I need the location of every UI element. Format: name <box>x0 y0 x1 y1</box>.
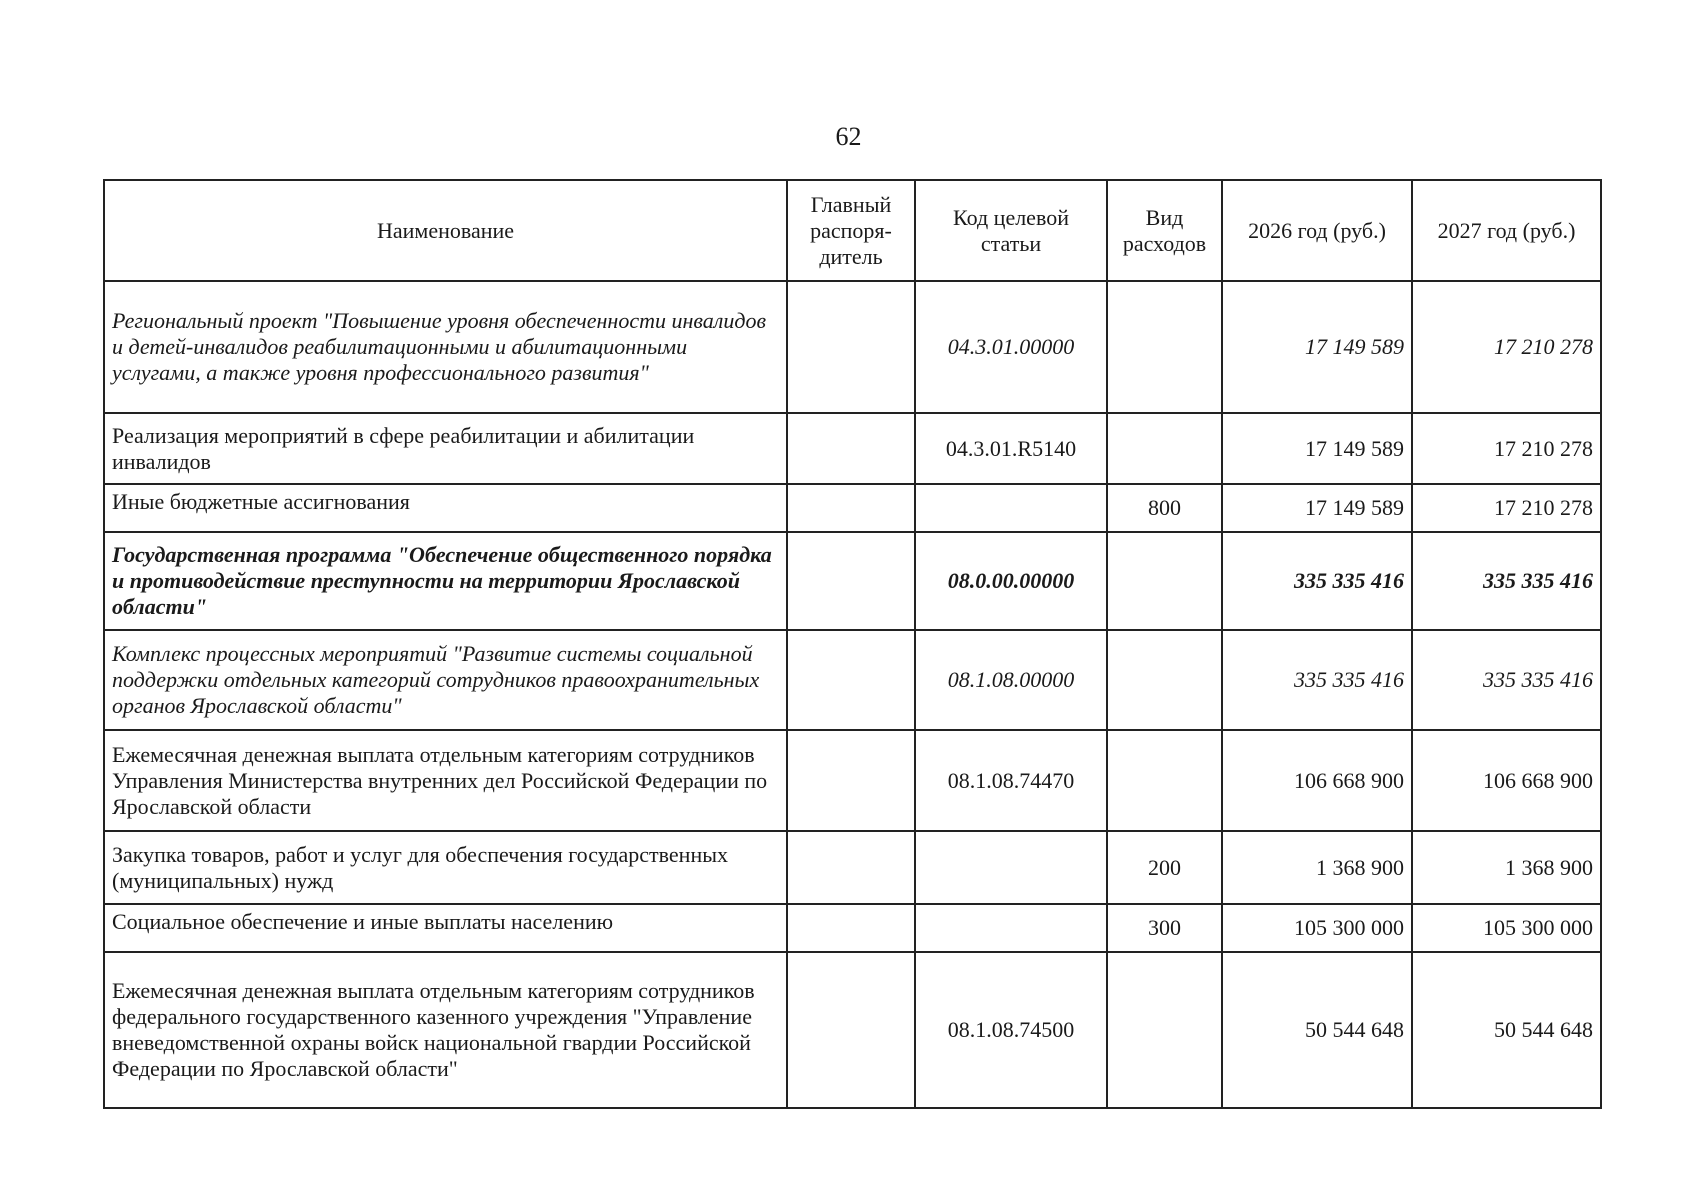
cell-year-2027: 17 210 278 <box>1412 281 1601 413</box>
table-row <box>104 904 1601 952</box>
cell-code <box>915 484 1107 532</box>
header-name: Наименование <box>104 180 787 281</box>
cell-code <box>915 831 1107 904</box>
cell-manager <box>787 484 915 532</box>
cell-expense-type <box>1107 730 1222 831</box>
cell-year-2026: 1 368 900 <box>1222 831 1412 904</box>
cell-year-2027: 17 210 278 <box>1412 484 1601 532</box>
cell-manager <box>787 413 915 484</box>
cell-code: 08.1.08.74470 <box>915 730 1107 831</box>
header-expense-type: Вид расходов <box>1107 180 1222 281</box>
cell-manager <box>787 904 915 952</box>
cell-year-2026: 17 149 589 <box>1222 281 1412 413</box>
cell-year-2027: 106 668 900 <box>1412 730 1601 831</box>
table-header-row <box>104 180 1601 281</box>
cell-name: Комплекс процессных мероприятий "Развитие системы социальной поддержки отдельных категорий сотрудников правоохранительных органов Ярославской области" <box>104 630 787 730</box>
cell-expense-type <box>1107 281 1222 413</box>
budget-table <box>103 179 1602 1109</box>
cell-year-2026: 50 544 648 <box>1222 952 1412 1108</box>
cell-name: Ежемесячная денежная выплата отдельным категориям сотрудников Управления Министерства внутренних дел Российской Федерации по Ярославской области <box>104 730 787 831</box>
cell-year-2026: 335 335 416 <box>1222 532 1412 630</box>
table-row <box>104 281 1601 413</box>
cell-code: 04.3.01.00000 <box>915 281 1107 413</box>
table-row <box>104 630 1601 730</box>
cell-year-2026: 105 300 000 <box>1222 904 1412 952</box>
cell-year-2026: 335 335 416 <box>1222 630 1412 730</box>
table-row <box>104 532 1601 630</box>
cell-expense-type: 300 <box>1107 904 1222 952</box>
cell-name: Реализация мероприятий в сфере реабилитации и абилитации инвалидов <box>104 413 787 484</box>
cell-name: Закупка товаров, работ и услуг для обеспечения государственных (муниципальных) нужд <box>104 831 787 904</box>
cell-manager <box>787 281 915 413</box>
cell-expense-type: 800 <box>1107 484 1222 532</box>
cell-manager <box>787 831 915 904</box>
header-manager: Главный распоря-дитель <box>787 180 915 281</box>
table-row <box>104 831 1601 904</box>
cell-year-2027: 335 335 416 <box>1412 532 1601 630</box>
cell-year-2026: 17 149 589 <box>1222 484 1412 532</box>
cell-manager <box>787 730 915 831</box>
cell-name: Иные бюджетные ассигнования <box>104 484 787 532</box>
table-body <box>104 281 1601 1108</box>
cell-code <box>915 904 1107 952</box>
cell-manager <box>787 532 915 630</box>
cell-name: Ежемесячная денежная выплата отдельным категориям сотрудников федерального государственного казенного учреждения "Управление вневедомственной охраны войск национальной гвардии Российской Федерации по Ярославской области" <box>104 952 787 1108</box>
cell-year-2027: 50 544 648 <box>1412 952 1601 1108</box>
cell-year-2027: 17 210 278 <box>1412 413 1601 484</box>
cell-manager <box>787 952 915 1108</box>
table-row <box>104 484 1601 532</box>
cell-code: 08.0.00.00000 <box>915 532 1107 630</box>
cell-expense-type <box>1107 532 1222 630</box>
cell-name: Социальное обеспечение и иные выплаты населению <box>104 904 787 952</box>
cell-name: Региональный проект "Повышение уровня обеспеченности инвалидов и детей-инвалидов реабилитационными и абилитационными услугами, а также уровня профессионального развития" <box>104 281 787 413</box>
header-year-2027: 2027 год (руб.) <box>1412 180 1601 281</box>
cell-expense-type <box>1107 952 1222 1108</box>
page-number: 62 <box>835 122 862 151</box>
cell-year-2026: 17 149 589 <box>1222 413 1412 484</box>
cell-code: 08.1.08.00000 <box>915 630 1107 730</box>
cell-expense-type: 200 <box>1107 831 1222 904</box>
cell-manager <box>787 630 915 730</box>
header-code: Код целевой статьи <box>915 180 1107 281</box>
cell-year-2027: 335 335 416 <box>1412 630 1601 730</box>
table-row <box>104 413 1601 484</box>
cell-expense-type <box>1107 413 1222 484</box>
cell-code: 04.3.01.R5140 <box>915 413 1107 484</box>
cell-expense-type <box>1107 630 1222 730</box>
cell-year-2027: 1 368 900 <box>1412 831 1601 904</box>
cell-year-2026: 106 668 900 <box>1222 730 1412 831</box>
cell-name: Государственная программа "Обеспечение общественного порядка и противодействие преступности на территории Ярославской области" <box>104 532 787 630</box>
table-row <box>104 730 1601 831</box>
table-row <box>104 952 1601 1108</box>
header-year-2026: 2026 год (руб.) <box>1222 180 1412 281</box>
cell-code: 08.1.08.74500 <box>915 952 1107 1108</box>
cell-year-2027: 105 300 000 <box>1412 904 1601 952</box>
